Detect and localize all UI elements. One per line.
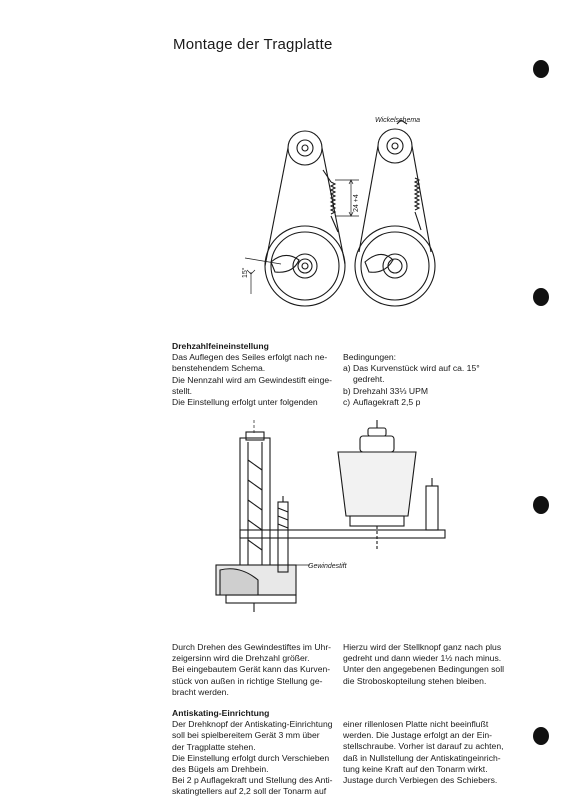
angle-label: 15° xyxy=(242,267,249,278)
paragraph-line: Die Einstellung erfolgt durch Verschieben xyxy=(172,752,330,763)
paragraph-line: soll bei spielbereitem Gerät 3 mm über xyxy=(172,730,320,741)
condition-text: Drehzahl 33⅓ UPM xyxy=(353,385,428,396)
paragraph-line: Durch Drehen des Gewindestiftes im Uhr- xyxy=(172,642,332,652)
speed-adjust-left-column xyxy=(172,341,334,408)
condition-item xyxy=(343,386,518,397)
paragraph-line: Die Nennzahl wird am Gewindestift einge- xyxy=(172,374,333,385)
paragraph-line: Die Einstellung erfolgt unter folgenden xyxy=(172,397,318,408)
punch-hole-lower-middle xyxy=(533,496,549,514)
winding-scheme-label: Wickelschema xyxy=(375,117,421,124)
condition-marker: a) xyxy=(343,363,351,374)
condition-text: Auflagekraft 2,5 p xyxy=(353,396,421,407)
punch-hole-upper-middle xyxy=(533,288,549,306)
conditions-heading: Bedingungen: xyxy=(343,352,397,362)
screw-adjust-left-column xyxy=(172,642,334,698)
paragraph-line: benstehendem Schema. xyxy=(172,363,266,374)
condition-item xyxy=(343,363,518,385)
paragraph-line: der Tragplatte stehen. xyxy=(172,741,256,752)
antiskating-left-column xyxy=(172,708,334,798)
section-heading-speed-adjust: Drehzahlfeineinstellung xyxy=(172,341,269,351)
condition-marker: b) xyxy=(343,385,351,396)
paragraph-line: Bei eingebautem Gerät kann das Kurven- xyxy=(172,664,331,675)
paragraph-line: stellschraube. Vorher ist darauf zu achten, xyxy=(343,741,504,752)
mechanism-cross-section-diagram xyxy=(210,420,460,620)
cord-winding-svg xyxy=(235,112,460,312)
section-heading-antiskating: Antiskating-Einrichtung xyxy=(172,708,270,718)
paragraph-line: Justage durch Verbiegen des Schiebers. xyxy=(343,775,498,786)
paragraph-line: Das Auflegen des Seiles erfolgt nach ne- xyxy=(172,352,328,363)
paragraph-line: gedreht und dann wieder 1½ nach minus. xyxy=(343,653,502,664)
paragraph-line: Unter den angegebenen Bedingungen soll xyxy=(343,664,505,675)
paragraph-line: tung keine Kraft auf den Tonarm wirkt. xyxy=(343,763,488,774)
condition-marker: c) xyxy=(343,396,351,407)
paragraph-line: Hierzu wird der Stellknopf ganz nach plus xyxy=(343,642,502,652)
paragraph-line: des Bügels am Drehbein. xyxy=(172,764,269,775)
paragraph-line: einer rillenlosen Platte nicht beeinflußt xyxy=(343,719,489,729)
mechanism-svg xyxy=(210,420,460,620)
condition-text: gedreht. xyxy=(353,374,385,385)
punch-hole-bottom xyxy=(533,727,549,745)
paragraph-line: werden. Die Justage erfolgt an der Ein- xyxy=(343,730,493,741)
paragraph-line: Bei 2 p Auflagekraft und Stellung des Anti- xyxy=(172,775,333,786)
distance-label: 24 +4 xyxy=(353,194,360,212)
paragraph-line: daß in Nullstellung der Antiskatingeinrich- xyxy=(343,752,501,763)
condition-text: Das Kurvenstück wird auf ca. 15° xyxy=(353,363,480,374)
antiskating-right-column xyxy=(343,719,518,786)
paragraph-line: Der Drehknopf der Antiskating-Einrichtung xyxy=(172,719,333,730)
screw-adjust-right-column xyxy=(343,642,518,687)
condition-item xyxy=(343,397,518,408)
paragraph-line: zeigersinn wird die Drehzahl größer. xyxy=(172,653,310,664)
conditions-column xyxy=(343,352,518,408)
page-title: Montage der Tragplatte xyxy=(173,36,333,53)
paragraph-line: skatingtellers auf 2,2 soll der Tonarm auf xyxy=(172,786,327,797)
punch-hole-top xyxy=(533,60,549,78)
screw-label: Gewindestift xyxy=(308,563,347,570)
paragraph-line: die Stroboskopteilung stehen bleiben. xyxy=(343,675,487,686)
paragraph-line: stück von außen in richtige Stellung ge- xyxy=(172,675,323,686)
cord-winding-diagram xyxy=(235,112,460,312)
paragraph-line: stellt. xyxy=(172,385,193,396)
paragraph-line: bracht werden. xyxy=(172,686,229,697)
